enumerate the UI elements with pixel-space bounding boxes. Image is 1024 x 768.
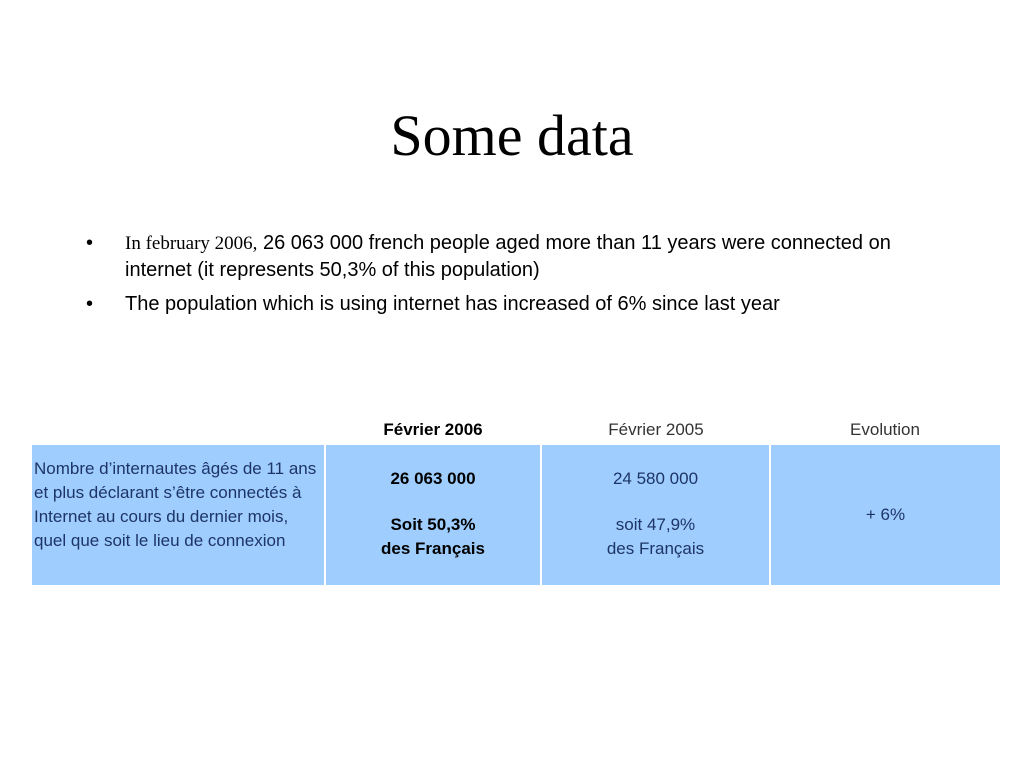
header-evolution: Evolution — [850, 420, 920, 439]
header-feb-2006: Février 2006 — [383, 420, 483, 439]
bullet-list — [86, 230, 946, 325]
feb-2006-share-line1: Soit 50,3% — [390, 515, 476, 534]
evolution-cell — [771, 445, 1000, 585]
feb-2005-cell — [542, 445, 769, 585]
bullet-text: 26 063 000 french people aged more than 11 years were connected on internet (it represents 50,3% of this population) — [125, 232, 891, 281]
feb-2005-share-line1: soit 47,9% — [615, 515, 696, 534]
bullet-dot: • — [86, 293, 94, 315]
row-description-cell: Nombre d’internautes âgés de 11 ans et plus déclarant s’être connectés à Internet au cours du dernier mois, quel que soit le lieu de connexion — [32, 445, 324, 585]
bullet-dot: • — [86, 232, 94, 254]
feb-2006-cell — [326, 445, 540, 585]
bullet-item — [86, 291, 946, 318]
feb-2005-share-line2: des Français — [606, 539, 705, 558]
evolution-value: + 6% — [865, 505, 906, 524]
feb-2006-share-line2: des Français — [381, 539, 485, 558]
table-row — [32, 445, 1000, 585]
header-feb-2005: Février 2005 — [608, 420, 704, 439]
slide-title: Some data — [390, 103, 634, 168]
bullet-text: The population which is using internet has increased of 6% since last year — [125, 293, 780, 315]
bullet-item — [86, 230, 946, 284]
feb-2005-value: 24 580 000 — [612, 469, 699, 488]
bullet-date-prefix: In february 2006, — [125, 233, 258, 254]
table-header-row — [32, 418, 1000, 444]
feb-2006-value: 26 063 000 — [390, 469, 476, 488]
